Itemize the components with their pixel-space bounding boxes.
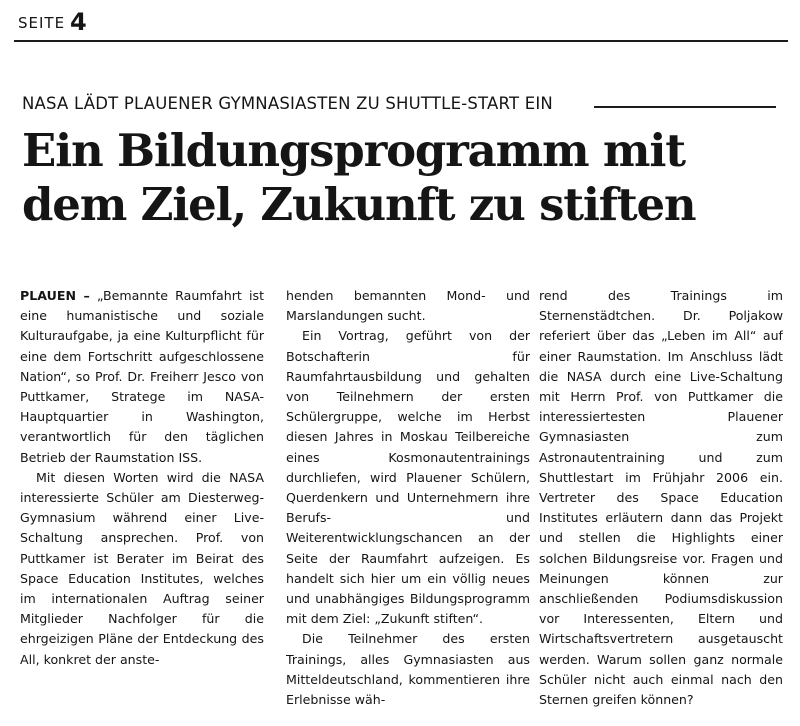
article-column-3 xyxy=(539,286,783,718)
article-headline xyxy=(22,124,782,232)
kicker-rule xyxy=(594,106,776,108)
paragraph: Die Teilnehmer des ersten Trainings, alles Gymnasiasten aus Mitteldeutschland, kommentieren ihre Erlebnisse wäh- xyxy=(286,631,530,708)
paragraph: Ein Vortrag, geführt von der Botschafterin für Raumfahrtausbildung und gehalten von Teilnehmern der ersten Schülergruppe, welche im Herbst diesen Jahres in Moskau Teilbereiche eines Kosmonautentrainings durchliefen, wird Plauener Schülern, Querdenkern und Unternehmern ihre Berufs- und Weiterentwicklungschancen an der Seite der Raumfahrt aufzeigen. Es handelt sich hier um ein völlig neues und unabhängiges Bildungsprogramm mit dem Ziel: „Zukunft stiften“. xyxy=(286,328,530,627)
paragraph: Mit diesen Worten wird die NASA interessierte Schüler am Diesterweg-Gymnasium während einer Live-Schaltung ansprechen. Prof. von Puttkamer ist Berater im Beirat des Space Education Institutes, welches im internationalen Auftrag seiner Mitglieder Nachfolger für die ehrgeizigen Pläne der Entdeckung des All, konkret der anste- xyxy=(20,469,264,667)
page-label: SEITE xyxy=(18,14,66,32)
headline-line-2: dem Ziel, Zukunft zu stiften xyxy=(22,178,696,231)
page-number: 4 xyxy=(70,8,87,36)
page-header xyxy=(14,10,788,42)
article-column-2 xyxy=(286,286,530,718)
article-column-1 xyxy=(20,286,264,718)
paragraph xyxy=(20,286,264,468)
article-kicker: NASA LÄDT PLAUENER GYMNASIASTEN ZU SHUTTLE-START EIN xyxy=(22,94,553,113)
paragraph-text: „Bemannte Raumfahrt ist eine humanistische und soziale Kulturaufgabe, ja eine Kulturpflicht für eine dem Fortschritt aufgeschlossene Nation“, so Prof. Dr. Freiherr Jesco von Puttkamer, Stratege im NASA-Hauptquartier in Washington, verantwortlich für den täglichen Betrieb der Raumstation ISS. xyxy=(20,288,264,465)
paragraph: henden bemannten Mond- und Marslandungen sucht. xyxy=(286,288,530,324)
paragraph: rend des Trainings im Sternenstädtchen. Dr. Poljakow referiert über das „Leben im All“ auf einer Raumstation. Im Anschluss lädt die NASA durch eine Live-Schaltung mit Herrn Prof. von Puttkamer die interessiertesten Plauener Gymnasiasten zum Astronautentraining und zum Shuttlestart im Frühjahr 2006 ein. Vertreter des Space Education Institutes erläutern dann das Projekt und stellen die Highlights einer solchen Bildungsreise vor. Fragen und Meinungen können zur anschließenden Podiumsdiskussion vor Interessenten, Eltern und Wirtschaftsvertretern ausgetauscht werden. Warum sollen ganz normale Schüler nicht auch einmal nach den Sternen greifen können? xyxy=(539,288,783,708)
headline-line-1: Ein Bildungsprogramm mit xyxy=(22,124,685,177)
dateline: PLAUEN – xyxy=(20,288,90,303)
kicker-row xyxy=(22,94,776,118)
